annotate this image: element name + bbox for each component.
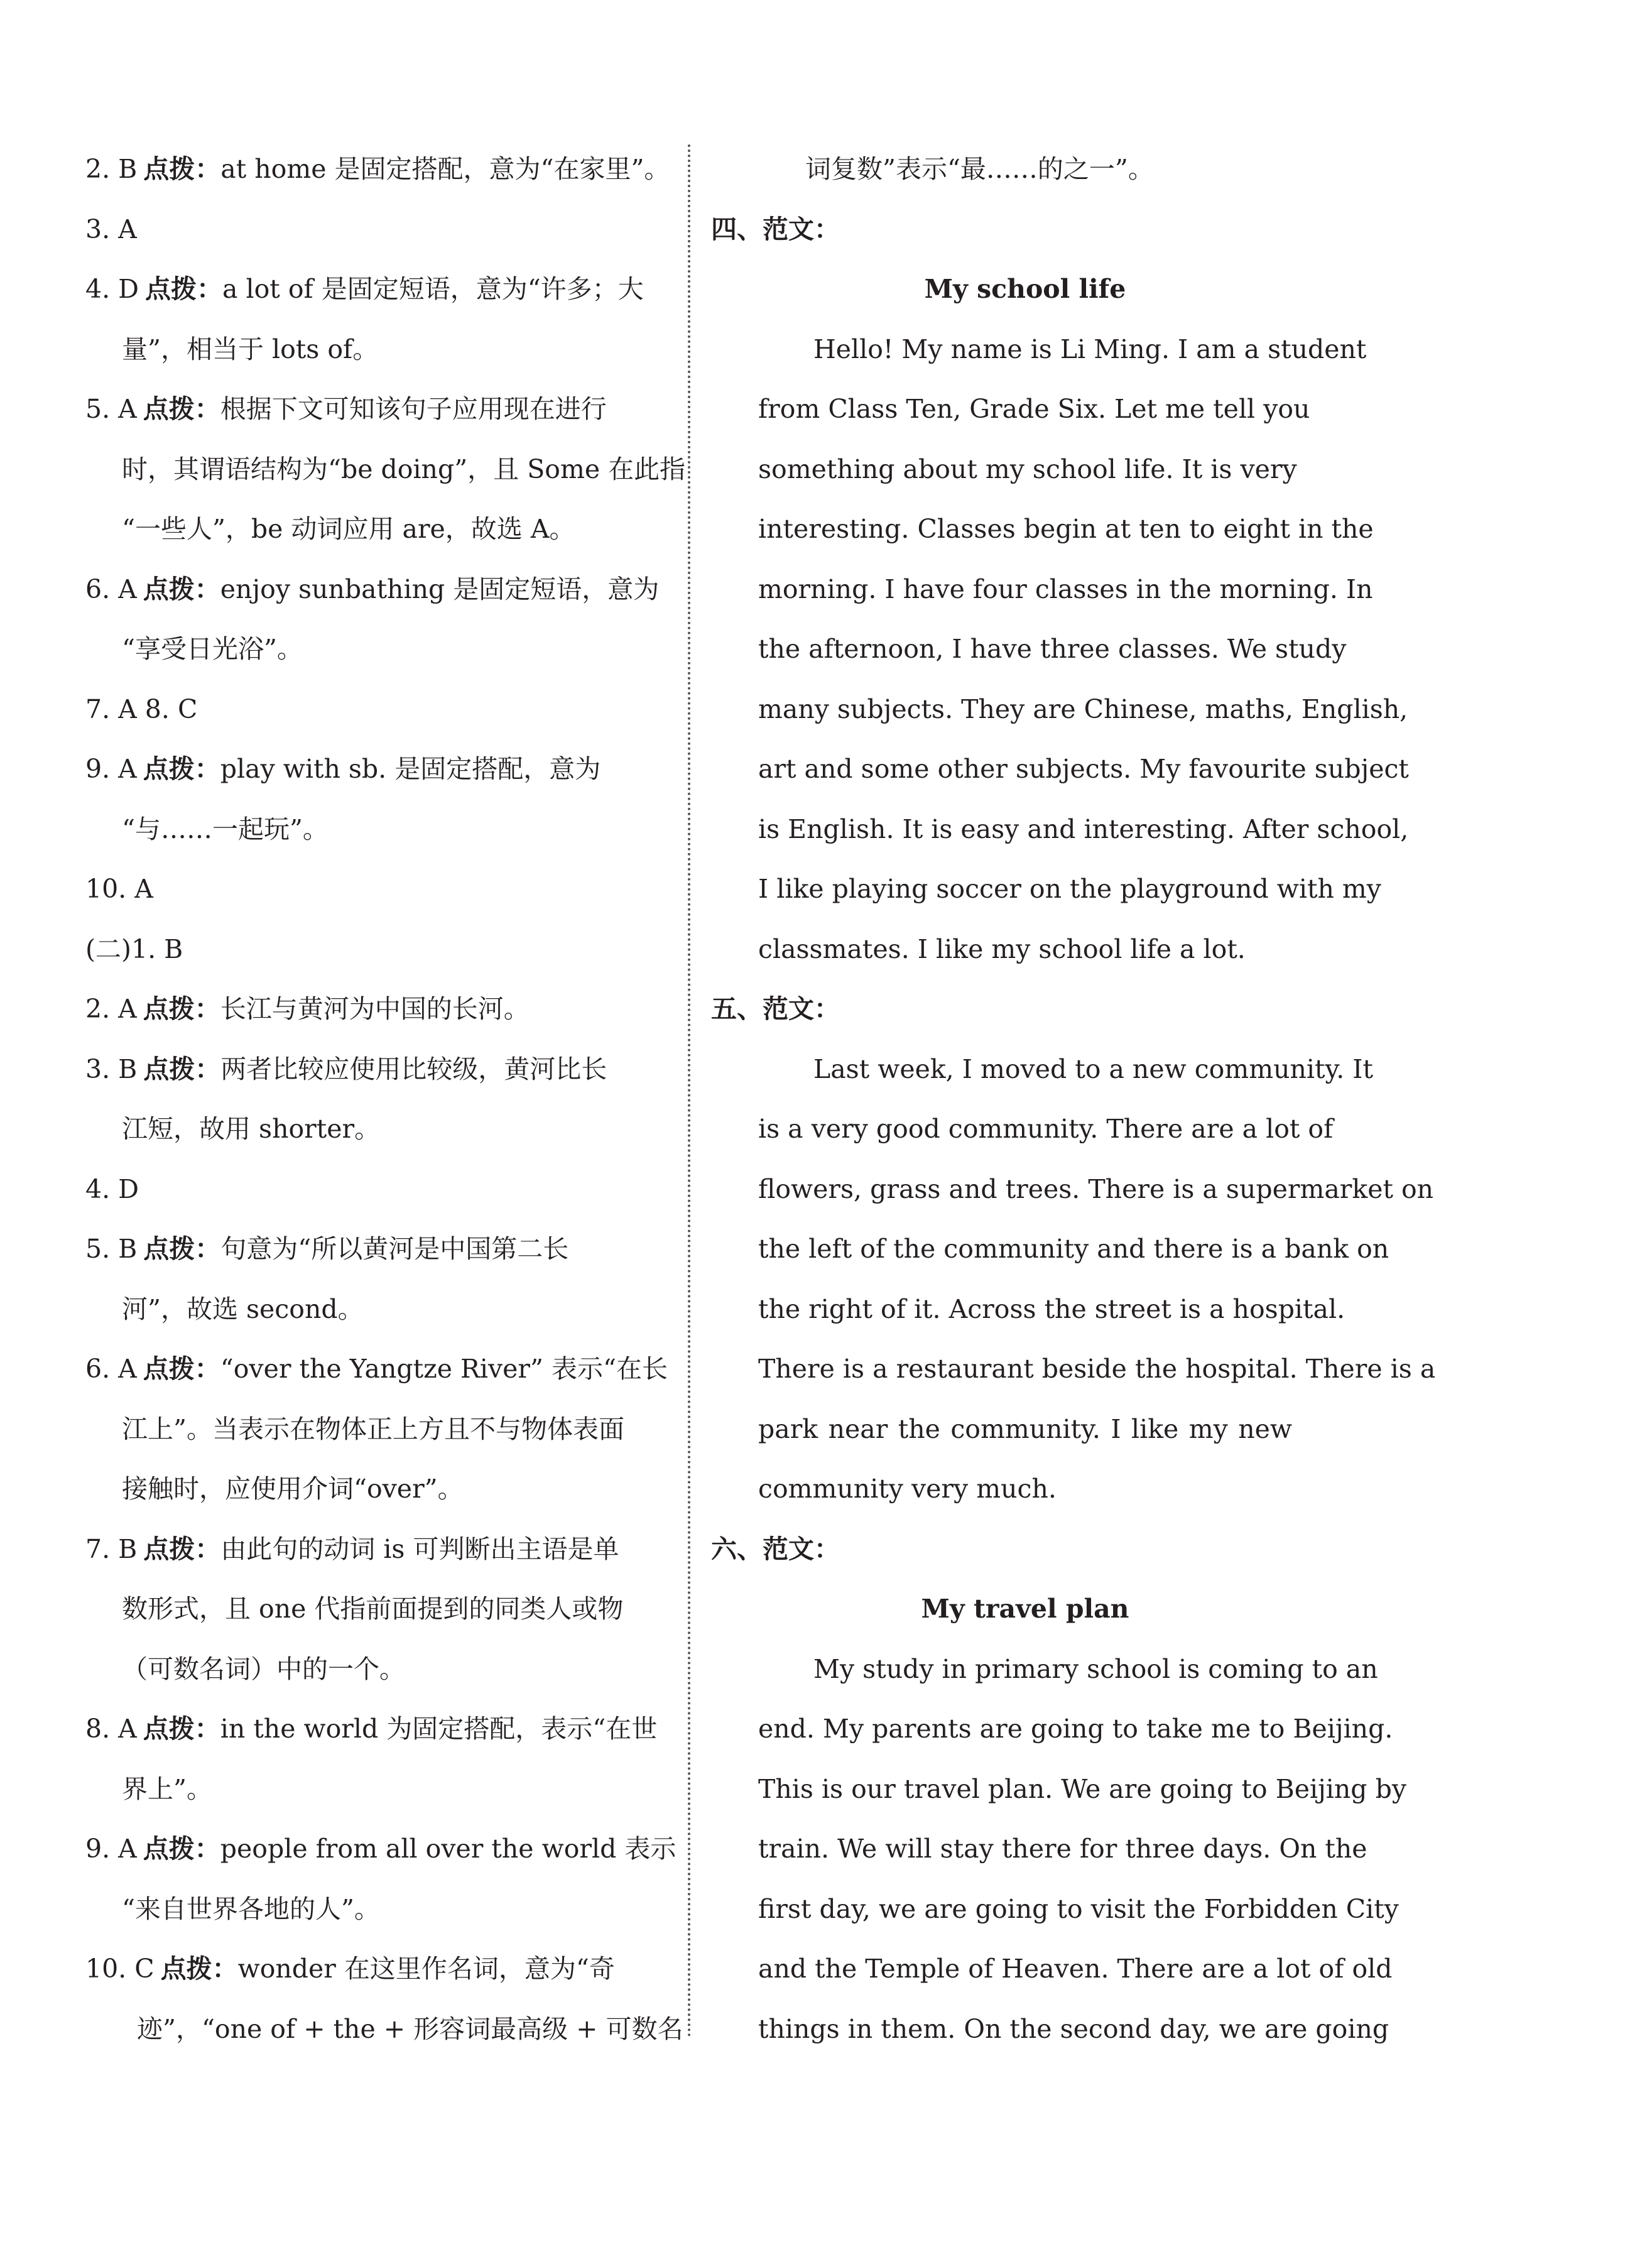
- essay-line: the left of the community and there is a bank on: [758, 1234, 1389, 1264]
- answer-item: 5. A 点拨：根据下文可知该句子应用现在进行: [85, 394, 607, 424]
- answer-continuation: “来自世界各地的人”。: [122, 1893, 380, 1924]
- part-two-heading: (二)1. B: [85, 933, 183, 964]
- essay-line: from Class Ten, Grade Six. Let me tell you: [758, 394, 1310, 424]
- answer-continuation: 迹”，“one of + the + 形容词最高级 + 可数名: [137, 2013, 683, 2044]
- answer-continuation: 界上”。: [122, 1773, 212, 1804]
- answer-item: 6. A 点拨：“over the Yangtze River” 表示“在长: [85, 1354, 668, 1384]
- answer-continuation: （可数名词）中的一个。: [122, 1653, 405, 1684]
- essay-line: Last week, I moved to a new community. It: [813, 1053, 1373, 1084]
- answer-continuation: 江短，故用 shorter。: [122, 1114, 381, 1144]
- essay-line: the afternoon, I have three classes. We study: [758, 634, 1347, 664]
- answer-continuation: “与……一起玩”。: [122, 813, 329, 844]
- essay-line: things in them. On the second day, we are going: [758, 2013, 1389, 2044]
- answer-item: 9. A 点拨：play with sb. 是固定搭配，意为: [85, 754, 601, 784]
- answer-continuation: 时，其谓语结构为“be doing”，且 Some 在此指: [122, 454, 686, 484]
- essay-travel-plan: [711, 1640, 1406, 2060]
- answer-item: 10. C 点拨：wonder 在这里作名词，意为“奇: [85, 1954, 615, 1984]
- essay-line: train. We will stay there for three days. On the: [758, 1834, 1367, 1864]
- essay-line: art and some other subjects. My favourite subject: [758, 754, 1409, 784]
- answer-continuation: 词复数”表示“最……的之一”。: [805, 154, 1154, 184]
- answer-continuation: 江上”。当表示在物体正上方且不与物体表面: [122, 1413, 624, 1444]
- answer-item: 3. A: [85, 214, 137, 244]
- essay-line: flowers, grass and trees. There is a supermarket on: [758, 1173, 1434, 1204]
- essay-line: park near the community. I like my new: [758, 1413, 1292, 1444]
- essay-line: and the Temple of Heaven. There are a lot of old: [758, 1954, 1393, 1984]
- answer-continuation: 河”，故选 second。: [122, 1293, 364, 1324]
- answer-item: 5. B 点拨：句意为“所以黄河是中国第二长: [85, 1234, 569, 1264]
- essay-line: morning. I have four classes in the morning. In: [758, 574, 1373, 604]
- essay-line: is a very good community. There are a lot of: [758, 1114, 1334, 1144]
- essay-line: is English. It is easy and interesting. After school,: [758, 813, 1409, 844]
- essay-line: end. My parents are going to take me to Beijing.: [758, 1714, 1393, 1744]
- answer-item: 3. B 点拨：两者比较应使用比较级，黄河比长: [85, 1053, 607, 1084]
- answer-continuation: “享受日光浴”。: [122, 634, 303, 664]
- answer-item: 4. D 点拨：a lot of 是固定短语，意为“许多；大: [85, 274, 644, 304]
- answer-continuation: 接触时，应使用介词“over”。: [122, 1474, 464, 1504]
- left-column: [85, 139, 686, 2059]
- essay-line: I like playing soccer on the playground with my: [758, 874, 1381, 904]
- essay-community: [711, 1040, 1436, 1520]
- answer-item: 6. A 点拨：enjoy sunbathing 是固定短语，意为: [85, 574, 660, 604]
- column-divider: [688, 144, 690, 2038]
- answer-item: 2. A 点拨：长江与黄河为中国的长河。: [85, 994, 530, 1024]
- essay-school-life: [711, 320, 1409, 980]
- essay-title-travel-plan: My travel plan: [921, 1594, 1129, 1624]
- answer-item: 7. B 点拨：由此句的动词 is 可判断出主语是单: [85, 1533, 619, 1564]
- answer-item: 7. A 8. C: [85, 694, 198, 724]
- section-six-heading: 六、范文：: [711, 1533, 840, 1564]
- essay-line: Hello! My name is Li Ming. I am a student: [813, 334, 1367, 364]
- essay-title-school-life: My school life: [924, 274, 1126, 304]
- essay-line: classmates. I like my school life a lot.: [758, 933, 1246, 964]
- answer-continuation: 量”，相当于 lots of。: [122, 334, 379, 364]
- essay-line: something about my school life. It is very: [758, 454, 1297, 484]
- essay-line: There is a restaurant beside the hospital. There is a: [758, 1354, 1436, 1384]
- essay-line: the right of it. Across the street is a hospital.: [758, 1293, 1345, 1324]
- essay-line: This is our travel plan. We are going to Beijing by: [758, 1773, 1406, 1804]
- answer-continuation: “一些人”，be 动词应用 are，故选 A。: [122, 514, 575, 544]
- essay-line: many subjects. They are Chinese, maths, English,: [758, 694, 1408, 724]
- essay-line: interesting. Classes begin at ten to eight in the: [758, 514, 1374, 544]
- answer-continuation: 数形式，且 one 代指前面提到的同类人或物: [122, 1594, 624, 1624]
- section-four-heading: 四、范文：: [711, 214, 840, 244]
- answer-item: 4. D: [85, 1173, 139, 1204]
- essay-line: My study in primary school is coming to an: [813, 1653, 1378, 1684]
- section-five-heading: 五、范文：: [711, 994, 840, 1024]
- essay-line: community very much.: [758, 1474, 1057, 1504]
- answer-item: 10. A: [85, 874, 153, 904]
- right-column: [711, 139, 1436, 2059]
- essay-line: first day, we are going to visit the Forbidden City: [758, 1893, 1399, 1924]
- answer-item: 8. A 点拨：in the world 为固定搭配，表示“在世: [85, 1714, 658, 1744]
- answer-item: 9. A 点拨：people from all over the world 表示: [85, 1834, 677, 1864]
- answer-item: 2. B 点拨：at home 是固定搭配，意为“在家里”。: [85, 154, 670, 184]
